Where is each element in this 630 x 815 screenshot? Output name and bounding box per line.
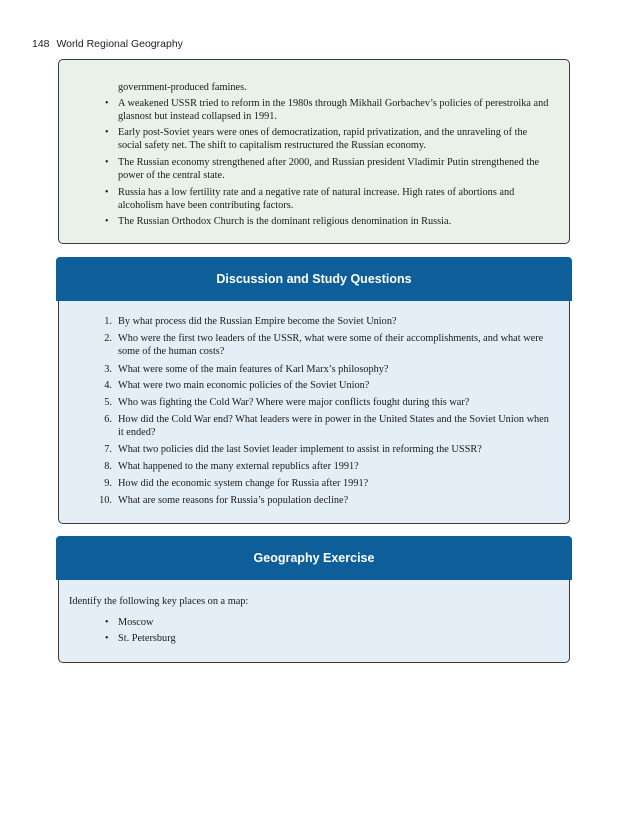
summary-bullet-text: Early post-Soviet years were ones of democratization, rapid privatization, and the unraveling of the social safety net. The shift to capitalism restructured the Russian economy. — [118, 127, 528, 151]
bullet-dot: • — [105, 98, 109, 109]
page-number: 148 — [32, 38, 50, 50]
exercise-body — [58, 580, 570, 663]
question-item — [104, 460, 549, 473]
place-name: St. Petersburg — [118, 633, 176, 644]
question-number: 4. — [104, 380, 112, 391]
question-number: 3. — [104, 364, 112, 375]
summary-bullet — [105, 215, 549, 228]
summary-bullet — [105, 97, 549, 123]
discussion-body — [58, 301, 570, 524]
question-text: What were some of the main features of Karl Marx’s philosophy? — [118, 364, 389, 375]
question-number: 1. — [104, 316, 112, 327]
place-item — [105, 616, 549, 629]
summary-lead-text: government-produced famines. — [118, 82, 247, 93]
question-number: 2. — [104, 333, 112, 344]
question-text: What two policies did the last Soviet leader implement to assist in reforming the USSR? — [118, 444, 482, 455]
question-number: 7. — [104, 444, 112, 455]
question-text: Who was fighting the Cold War? Where were major conflicts fought during this war? — [118, 397, 470, 408]
question-item — [104, 443, 549, 456]
exercise-intro: Identify the following key places on a map: — [69, 596, 249, 607]
place-item — [105, 632, 549, 645]
summary-bullet-text: The Russian economy strengthened after 2000, and Russian president Vladimir Putin strengthened the power of the central state. — [118, 157, 540, 181]
bullet-dot: • — [105, 216, 109, 227]
question-text: By what process did the Russian Empire become the Soviet Union? — [118, 316, 397, 327]
summary-bullet — [105, 126, 549, 152]
question-text: What were two main economic policies of the Soviet Union? — [118, 380, 370, 391]
question-number: 9. — [104, 478, 112, 489]
bullet-dot: • — [105, 157, 109, 168]
bullet-dot: • — [105, 617, 109, 628]
question-text: How did the Cold War end? What leaders were in power in the United States and the Soviet Union when it ended? — [118, 414, 549, 438]
question-item — [104, 379, 549, 392]
summary-bullet-text: Russia has a low fertility rate and a negative rate of natural increase. High rates of abortions and alcoholism have been contributing factors. — [118, 187, 515, 211]
question-text: How did the economic system change for Russia after 1991? — [118, 478, 369, 489]
question-item — [104, 396, 549, 409]
bullet-dot: • — [105, 187, 109, 198]
question-item — [104, 315, 549, 328]
question-item — [99, 494, 549, 507]
discussion-heading: Discussion and Study Questions — [56, 257, 572, 301]
summary-bullet — [105, 186, 549, 212]
summary-bullet-text: A weakened USSR tried to reform in the 1980s through Mikhail Gorbachev’s policies of perestroika and glasnost but instead collapsed in 1991. — [118, 98, 549, 122]
bullet-dot: • — [105, 633, 109, 644]
question-number: 5. — [104, 397, 112, 408]
question-number: 6. — [104, 414, 112, 425]
question-text: What happened to the many external republics after 1991? — [118, 461, 359, 472]
bullet-dot: • — [105, 127, 109, 138]
question-number: 8. — [104, 461, 112, 472]
book-title: World Regional Geography — [56, 38, 183, 50]
question-item — [104, 413, 549, 439]
summary-bullet-text: The Russian Orthodox Church is the dominant religious denomination in Russia. — [118, 216, 452, 227]
question-number: 10. — [99, 495, 112, 506]
summary-bullet — [105, 156, 549, 182]
question-item — [104, 477, 549, 490]
place-name: Moscow — [118, 617, 154, 628]
page-header — [32, 38, 183, 50]
question-item — [104, 332, 549, 358]
exercise-heading: Geography Exercise — [56, 536, 572, 580]
question-text: Who were the first two leaders of the USSR, what were some of their accomplishments, and what were some of the human costs? — [118, 333, 544, 357]
summary-box — [58, 59, 570, 244]
question-item — [104, 363, 549, 376]
question-text: What are some reasons for Russia’s population decline? — [118, 495, 349, 506]
